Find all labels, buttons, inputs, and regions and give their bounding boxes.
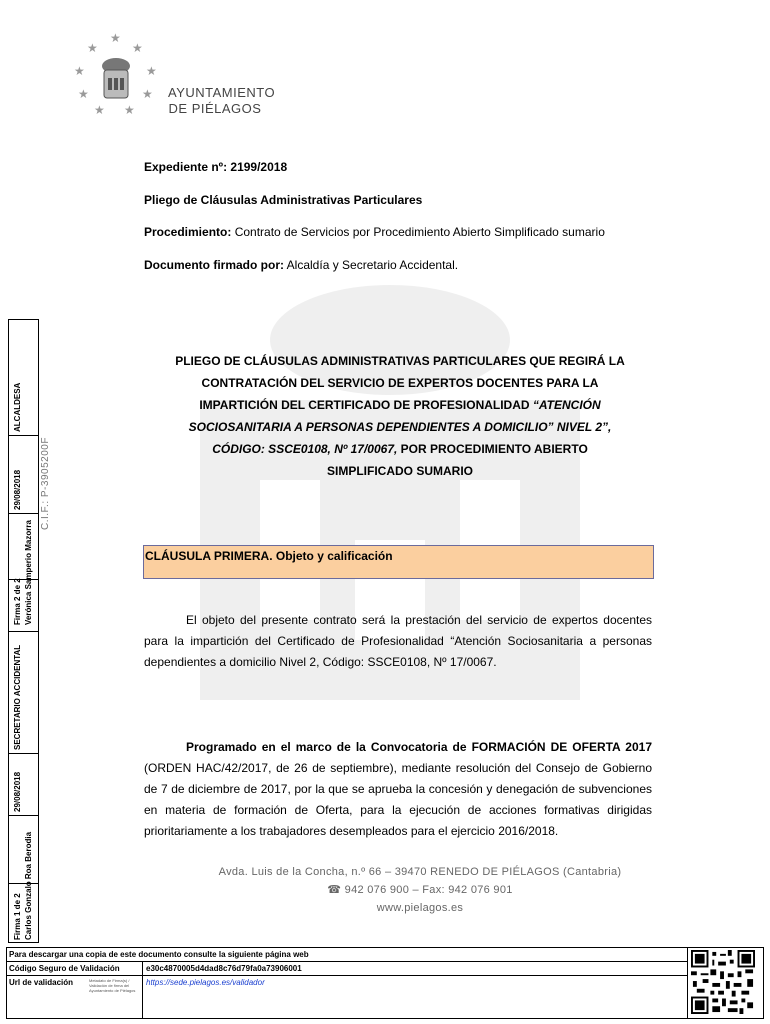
firma2-date: 29/08/2018 [13,469,22,510]
firma1-name: Carlos Gonzalo Roa Berodia [24,831,33,940]
clause-title: CLÁUSULA PRIMERA. Objeto y calificación [145,549,393,563]
firma2-label: Firma 2 de 2 [13,578,22,625]
paragraph-objeto [144,610,652,673]
clause-heading-box [143,545,654,579]
procedimiento-line [144,225,605,239]
document-title [140,350,660,482]
firmado-value: Alcaldía y Secretario Accidental. [284,258,459,272]
expediente [144,160,287,174]
svg-text:★: ★ [87,41,98,55]
paragraph-programado-text: (ORDEN HAC/42/2017, de 26 de septiembre), mediante resolución del Consejo de Gobierno de 7 de diciembre de 2017, por la que se aprueba la concesión y denegación de subvenciones en materia de formación de Oferta, para la ejecución de acciones formativas dirigidas prioritariamente a los trabajadores desempleados para el ejercicio 2016/2018. [144,761,652,838]
title-line5b: POR PROCEDIMIENTO ABIERTO [397,442,588,456]
title-line4: SOCIOSANITARIA A PERSONAS DEPENDIENTES A DOMICILIO” NIVEL 2”, [188,420,612,434]
pliego-line [144,193,422,207]
firma1-date: 29/08/2018 [13,771,22,812]
title-line2: CONTRATACIÓN DEL SERVICIO DE EXPERTOS DOCENTES PARA LA [201,376,599,390]
validation-table [6,947,764,1019]
csv-label: Código Seguro de Validación [9,964,120,973]
svg-text:★: ★ [110,31,121,45]
footer-web[interactable]: www.pielagos.es [376,902,464,914]
ayuntamiento-logo [72,30,162,120]
footer-phone: ☎ 942 076 900 – Fax: 942 076 901 [327,884,513,896]
csv-value: e30c4870005d4dad8c76d79fa0a73906001 [146,964,302,973]
svg-text:★: ★ [124,103,135,117]
firmado-line [144,258,458,272]
title-line3b: “ATENCIÓN [532,398,601,412]
title-line3 [140,394,660,416]
paragraph-programado [144,737,652,842]
title-line5a: CÓDIGO: SSCE0108, Nº 17/0067, [212,442,398,456]
firma1-role: SECRETARIO ACCIDENTAL [13,644,22,750]
validation-note: Metadato de Firma(s) / Validación de firma del Ayuntamiento de Piélagos [89,978,136,993]
svg-text:★: ★ [132,41,143,55]
svg-text:★: ★ [94,103,105,117]
expediente-text: Expediente nº: 2199/2018 [144,160,288,174]
firma2-name: Verónica Samperio Mazorra [24,520,33,625]
svg-text:★: ★ [142,87,153,101]
svg-text:★: ★ [146,64,157,78]
download-text: Para descargar una copia de este documento consulte la siguiente página web [9,950,309,959]
firmado-label: Documento firmado por: [144,258,284,272]
org-line1: AYUNTAMIENTO [168,85,276,100]
org-name [168,85,276,117]
procedimiento-label: Procedimiento: [144,225,232,239]
paragraph-objeto-text: El objeto del presente contrato será la prestación del servicio de expertos docentes para la impartición del Certificado de Profesionalidad “Atención Sociosanitaria a personas dependientes a domicilio Nivel 2, Código: SSCE0108, Nº 17/0067. [144,613,652,669]
pliego-text: Pliego de Cláusulas Administrativas Particulares [144,193,423,207]
title-line1: PLIEGO DE CLÁUSULAS ADMINISTRATIVAS PARTICULARES QUE REGIRÁ LA [175,354,625,368]
validation-url-link[interactable]: https://sede.pielagos.es/validador [146,978,265,987]
qr-code-icon [690,950,756,1014]
title-line6: SIMPLIFICADO SUMARIO [327,464,473,478]
paragraph-programado-bold: Programado en el marco de la Convocatoria de FORMACIÓN DE OFERTA 2017 [186,740,652,754]
org-line2: DE PIÉLAGOS [168,101,262,116]
signature-strip [8,319,39,943]
footer-address: Avda. Luis de la Concha, n.º 66 – 39470 RENEDO DE PIÉLAGOS (Cantabria) [218,866,622,878]
firma2-role: ALCALDESA [13,382,22,432]
svg-text:★: ★ [78,87,89,101]
procedimiento-value: Contrato de Servicios por Procedimiento Abierto Simplificado sumario [231,225,605,239]
title-line5 [140,438,660,460]
cif-vertical: C.I.F.: P-3905200F [40,437,51,530]
title-line3a: IMPARTICIÓN DEL CERTIFICADO DE PROFESIONALIDAD [199,398,533,412]
firma1-label: Firma 1 de 2 [13,893,22,940]
svg-text:★: ★ [74,64,85,78]
url-label: Url de validación [9,978,74,987]
